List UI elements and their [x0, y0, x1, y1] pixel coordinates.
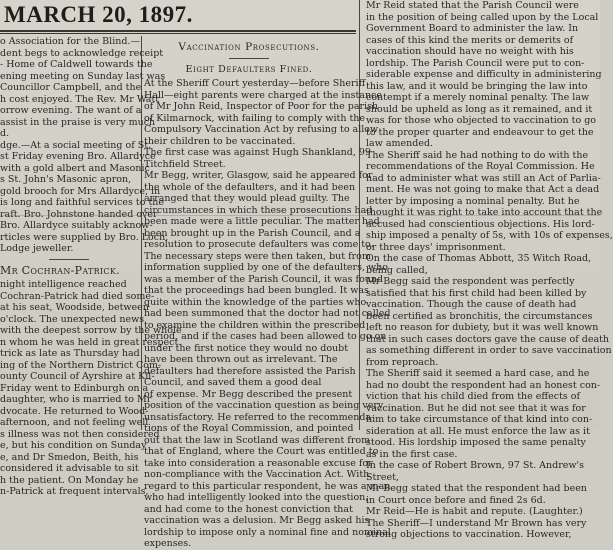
text-line: orrow evening. The want of a — [0, 105, 142, 116]
text-line: lordship to impose only a nominal fine and nominal — [144, 526, 391, 538]
text-line: lordship. The Parish Council were put to con- — [366, 57, 585, 69]
text-line: was for those who objected to vaccination to go — [366, 115, 596, 126]
paper-fold — [0, 215, 600, 216]
text-line: was a member of the Parish Council, it was found — [144, 273, 384, 285]
text-line: had no doubt the respondent had an honest con- — [366, 379, 601, 391]
text-line: information supplied by one of the defaulters, who — [144, 262, 388, 273]
text-line: afternoon, and not feeling well — [0, 417, 149, 428]
article-subhead: Eight Defaulters Fined. — [185, 63, 313, 75]
text-line: position of the vaccination question as being very — [144, 400, 384, 411]
column-left — [0, 36, 182, 497]
article-body-continued — [366, 0, 613, 541]
text-line: that the proceedings had been bungled. It was — [144, 285, 369, 296]
text-line: have been thrown out as irrelevant. The — [144, 354, 338, 365]
text-line: period, and if the cases had been allowed to go on — [144, 331, 387, 342]
text-line: gold brooch for Mrs Allardyce, in — [0, 185, 161, 197]
text-line: quite within the knowledge of the parties who — [144, 296, 367, 308]
text-line: d. — [0, 128, 10, 139]
section-divider — [49, 259, 89, 260]
text-line: The necessary steps were then taken, but from — [144, 250, 371, 262]
text-line: Council, and saved them a good deal — [144, 377, 322, 388]
text-line: cases of this kind the merits or demerits of — [366, 34, 574, 46]
text-line: At the Sheriff Court yesterday—before Sheriff — [144, 78, 366, 89]
text-line: The first case was against Hugh Shankland, 99 — [144, 147, 371, 158]
text-line: letter by imposing a nominal penalty. But he — [366, 195, 580, 207]
text-line: Councillor Campbell, and the — [0, 82, 142, 93]
text-line: him to take circumstance of that kind into con- — [366, 414, 593, 425]
column-middle — [144, 36, 391, 549]
text-line: st Friday evening Bro. Allardyce — [0, 151, 156, 162]
text-line: ounty Council of Ayrshire at Kil- — [0, 371, 155, 382]
text-line: circumstances in which these prosecutions had — [144, 204, 373, 216]
text-line: vaccination was a delusion. Mr Begg asked his — [144, 515, 370, 526]
text-line: n-Patrick at frequent intervals, — [0, 486, 149, 497]
text-line: e, but his condition on Sunday — [0, 440, 147, 451]
text-line: their children to be vaccinated. — [144, 135, 296, 147]
text-line: accused had conscientious objections. His lord- — [366, 218, 595, 230]
text-line: stood. His lordship imposed the same penalty — [366, 437, 586, 448]
section-title-cochran-patrick: Mr Cochran-Patrick. — [0, 263, 120, 277]
issue-date: MARCH 20, 1897. — [4, 2, 193, 27]
text-line: raft. Bro. Johnstone handed over — [0, 208, 158, 220]
text-line: On the case of Thomas Abbott, 35 Witch Road, — [366, 253, 592, 264]
text-line: e, and Dr Smedon, Beith, his — [0, 451, 139, 463]
text-line: ship imposed a penalty of 5s, with 10s of expenses, — [366, 230, 613, 241]
text-line: is long and faithful services to the — [0, 197, 165, 208]
text-line: strong objections to vaccination. However, — [366, 529, 572, 540]
text-line: s illness was not then considered — [0, 428, 160, 440]
text-line: recommendations of the Royal Commission. He — [366, 161, 595, 172]
text-line: dvocate. He returned to Wood- — [0, 405, 149, 417]
text-line: night intelligence reached — [0, 279, 127, 290]
masthead-rule-thin — [0, 33, 356, 34]
text-line: h the patient. On Monday he — [0, 474, 139, 486]
text-line: as something different in order to save vaccination — [366, 345, 612, 356]
text-line: from reproach. — [366, 356, 439, 368]
text-line: dent begs to acknowledge receipt — [0, 47, 164, 59]
text-line: Mr Begg, writer, Glasgow, said he appeared for — [144, 170, 373, 181]
text-line: n whom he was held in great respect. — [0, 336, 182, 348]
text-line: regard to this particular respondent, he was a man — [144, 480, 391, 492]
text-line: with the deepest sorrow by the whole — [0, 325, 182, 336]
text-line: who had intelligently looked into the question, — [144, 492, 369, 503]
text-line: sideration at all. He must enforce the law as it — [366, 425, 590, 437]
text-line: thought it was right to take into account that the — [366, 207, 603, 218]
text-line: out that the law in Scotland was different from — [144, 434, 371, 446]
text-line: Mr Begg stated that the respondent had been — [366, 483, 587, 494]
text-line: The Sheriff—I understand Mr Brown has very — [366, 517, 587, 529]
text-line: Cochran-Patrick had died some- — [0, 290, 155, 302]
text-line: left no reason for dubiety, but it was well known — [366, 322, 599, 333]
text-line: under the first notice they would no doubt — [144, 342, 349, 354]
text-line: expenses. — [144, 538, 192, 549]
text-line: to examine the children within the prescribed — [144, 319, 366, 331]
text-line: unsatisfactory. He referred to the recommenda- — [144, 411, 375, 423]
text-line: Government Board to administer the law. In — [366, 23, 579, 34]
article-body — [144, 78, 391, 550]
text-line: this law, and it would be bringing the law into — [366, 80, 588, 92]
text-line: being called, — [366, 264, 428, 276]
text-line: In the case of Robert Brown, 97 St. Andrew's — [366, 460, 585, 471]
text-line: resolution to prosecute defaulters was come to. — [144, 239, 374, 250]
text-line: dge.—At a social meeting of St. — [0, 139, 152, 151]
article-headline: Vaccination Prosecutions. — [178, 41, 320, 53]
text-line: that of England, where the Court was entitled to — [144, 446, 379, 457]
text-line: had to administer what was still an Act of Parlia- — [366, 172, 601, 184]
column-left-text — [0, 36, 169, 255]
text-line: o'clock. The unexpected news — [0, 313, 145, 325]
section-text-cochran-patrick — [0, 279, 182, 498]
text-line: ening meeting on Sunday last was — [0, 70, 166, 82]
text-line: h cost enjoyed. The Rev. Mr Watt — [0, 93, 160, 105]
text-line: rticles were supplied by Bro. Loch, — [0, 231, 169, 243]
text-line: siderable expense and difficulty in administering — [366, 69, 602, 80]
text-line: law amended. — [366, 138, 434, 149]
text-line: been brought up in the Parish Council, and a — [144, 227, 361, 239]
text-line: ment. He was not going to make that Act a dead — [366, 184, 600, 195]
text-line: considered it advisable to sit — [0, 463, 139, 474]
text-line: - Home of Caldwell towards the — [0, 59, 153, 70]
headline-divider — [229, 58, 269, 59]
masthead-rule — [0, 30, 356, 32]
text-line: vaccination. But he did not see that it was for — [366, 402, 586, 414]
text-line: ing of the Northern District Com- — [0, 359, 162, 371]
text-line: take into consideration a reasonable excuse for — [144, 457, 373, 469]
text-line: daughter, who is married to Mr — [0, 394, 152, 405]
text-line: satisfied that his first child had been killed by — [366, 287, 587, 299]
text-line: been made were a little peculiar. The matter had — [144, 216, 380, 227]
text-line: Titchfield Street. — [144, 158, 226, 170]
text-line: Mr Begg said the respondent was perfectly — [366, 276, 575, 287]
text-line: arranged that they would plead guilty. The — [144, 193, 350, 204]
text-line: should be upheld as long as it remained, and it — [366, 103, 593, 115]
text-line: as in the first case. — [366, 448, 458, 460]
text-line: the whole of the defaulters, and it had been — [144, 181, 356, 193]
text-line: contempt if a merely nominal penalty. The law — [366, 92, 590, 103]
text-line: of expense. Mr Begg described the present — [144, 388, 353, 400]
text-line: in Court once before and fined 2s 6d. — [366, 494, 546, 506]
text-line: trick as late as Thursday had — [0, 348, 140, 359]
text-line: non-compliance with the Vaccination Act. With — [144, 469, 370, 480]
masthead — [0, 0, 356, 30]
text-line: tions of the Royal Commission, and pointed — [144, 423, 354, 434]
text-line: vaccination should have no weight with his — [366, 46, 574, 57]
text-line: assist in the praise is very much — [0, 116, 156, 128]
text-line: Street, — [366, 471, 399, 483]
text-line: vaccination. Though the cause of death had — [366, 299, 577, 310]
text-line: and had come to the honest conviction that — [144, 503, 353, 515]
text-line: o Association for the Blind.— — [0, 36, 140, 47]
text-line: Lodge jeweller. — [0, 243, 74, 254]
text-line: or three days' imprisonment. — [366, 241, 506, 253]
text-line: Friday went to Edinburgh on a — [0, 382, 149, 394]
text-line: The Sheriff said he had nothing to do with the — [366, 149, 589, 161]
text-line: with a gold albert and Masonic — [0, 162, 150, 174]
text-line: Mr Reid—He is habit and repute. (Laughter.) — [366, 506, 583, 517]
text-line: been certified as bronchitis, the circumstances — [366, 310, 593, 322]
text-line: at his seat, Woodside, between — [0, 302, 149, 313]
text-line: had been summoned that the doctor had not called — [144, 308, 391, 319]
text-line: Bro. Allardyce suitably acknow- — [0, 220, 153, 231]
text-line: of Mr John Reid, Inspector of Poor for the parish — [144, 101, 379, 112]
text-line: Compulsory Vaccination Act by refusing to allow — [144, 124, 379, 135]
text-line: Mr Reid stated that the Parish Council were — [366, 0, 579, 11]
text-line: that in such cases doctors gave the cause of death — [366, 333, 610, 345]
text-line: to the proper quarter and endeavour to get the — [366, 126, 594, 138]
text-line: defaulters had therefore assisted the Parish — [144, 365, 356, 377]
text-line: in the position of being called upon by the Local — [366, 11, 599, 23]
text-line: s St. John's Masonic apron, — [0, 174, 132, 185]
text-line: viction that his child died from the effects of — [366, 391, 581, 402]
text-line: Hall—eight parents were charged at the instance — [144, 89, 383, 101]
text-line: of Kilmarnock, with failing to comply with the — [144, 112, 366, 124]
text-line: The Sheriff said it seemed a hard case, and he — [366, 368, 590, 379]
